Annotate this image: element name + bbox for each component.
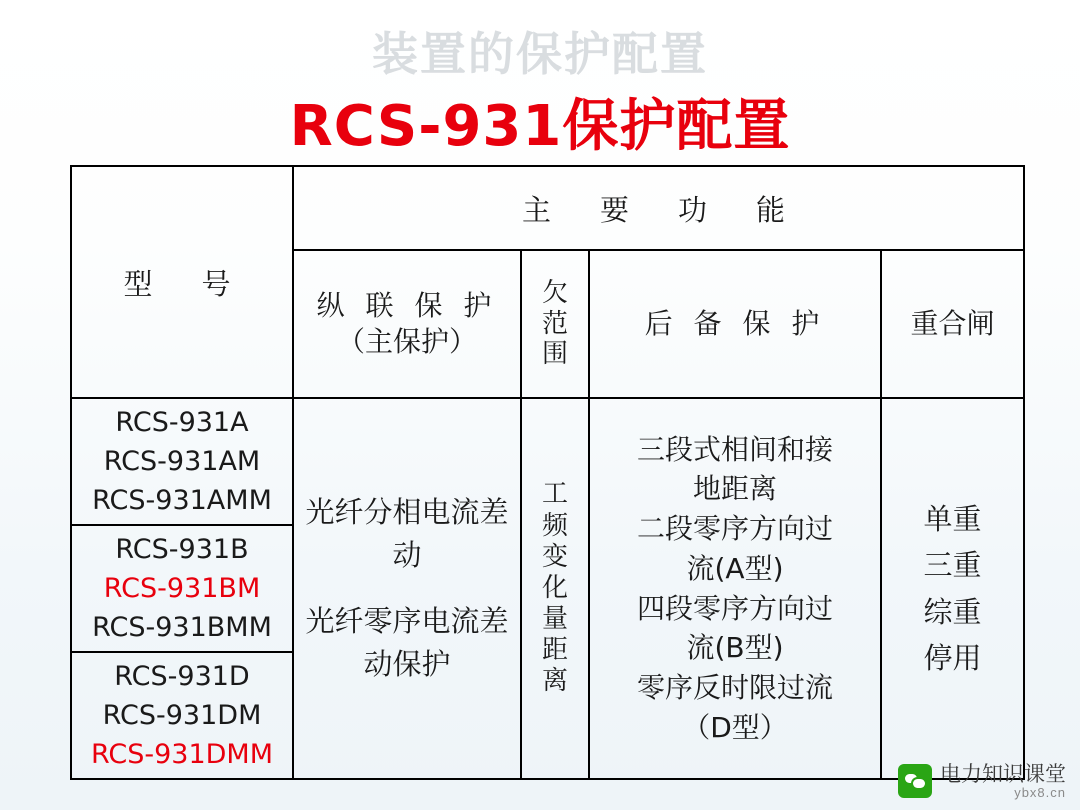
table-row	[71, 398, 1024, 525]
model-group-d	[71, 652, 293, 779]
pilot-line-1: 光纤分相电流差动	[305, 494, 509, 572]
cell-undervoltage: 工 频 变 化 量 距 离	[521, 398, 589, 779]
backup-line: 流(B型)	[686, 631, 784, 665]
header-backup-label: 后 备 保 护	[644, 306, 826, 340]
wechat-icon	[898, 764, 932, 798]
backup-line: （D型）	[682, 710, 788, 744]
header-pilot-line1: 纵 联 保 护	[316, 288, 498, 322]
model-item: RCS-931AM	[103, 445, 261, 477]
backup-line: 零序反时限过流	[636, 671, 833, 704]
header-pilot-protection	[293, 250, 521, 398]
header-main-function: 主 要 功 能	[293, 166, 1024, 250]
model-item: RCS-931D	[114, 660, 250, 692]
page-title	[0, 82, 1080, 162]
header-reclose: 重合闸	[881, 250, 1024, 398]
title-suffix: 保护配置	[562, 94, 791, 159]
header-model: 型 号	[71, 166, 293, 398]
ghost-title: 装置的保护配置	[372, 27, 708, 81]
backup-line: 三段式相间和接	[636, 432, 833, 466]
watermark	[898, 763, 1066, 800]
model-item: RCS-931BMM	[92, 612, 272, 644]
watermark-name: 电力知识课堂	[940, 761, 1066, 786]
header-backup-protection	[589, 250, 881, 398]
pilot-line-2: 光纤零序电流差动保护	[305, 603, 509, 681]
backup-line: 二段零序方向过	[636, 512, 833, 545]
cell-pilot-protection	[293, 398, 521, 779]
model-item-highlight: RCS-931DMM	[90, 739, 274, 771]
model-item: RCS-931AMM	[92, 485, 272, 517]
reclose-line: 综重	[923, 594, 982, 629]
cell-reclose	[881, 398, 1024, 779]
model-group-b	[71, 525, 293, 652]
model-item: RCS-931DM	[102, 699, 262, 731]
reclose-line: 停用	[923, 640, 982, 675]
model-item-highlight: RCS-931BM	[103, 572, 261, 604]
backup-line: 四段零序方向过	[636, 591, 833, 625]
header-pilot-line2: （主保护）	[336, 325, 477, 358]
model-group-a	[71, 398, 293, 525]
backup-line: 流(A型)	[686, 551, 784, 585]
model-item: RCS-931B	[115, 533, 249, 565]
table-header-row-1	[71, 166, 1024, 250]
backup-line: 地距离	[692, 472, 777, 506]
model-item: RCS-931A	[115, 406, 249, 438]
reclose-line: 单重	[923, 501, 982, 536]
watermark-site: ybx8.cn	[1014, 785, 1066, 800]
reclose-line: 三重	[923, 548, 982, 583]
header-undervoltage-range: 欠 范 围	[521, 250, 589, 398]
title-model: RCS-931	[289, 94, 563, 159]
protection-config-table	[70, 165, 1025, 780]
cell-backup-protection	[589, 398, 881, 779]
